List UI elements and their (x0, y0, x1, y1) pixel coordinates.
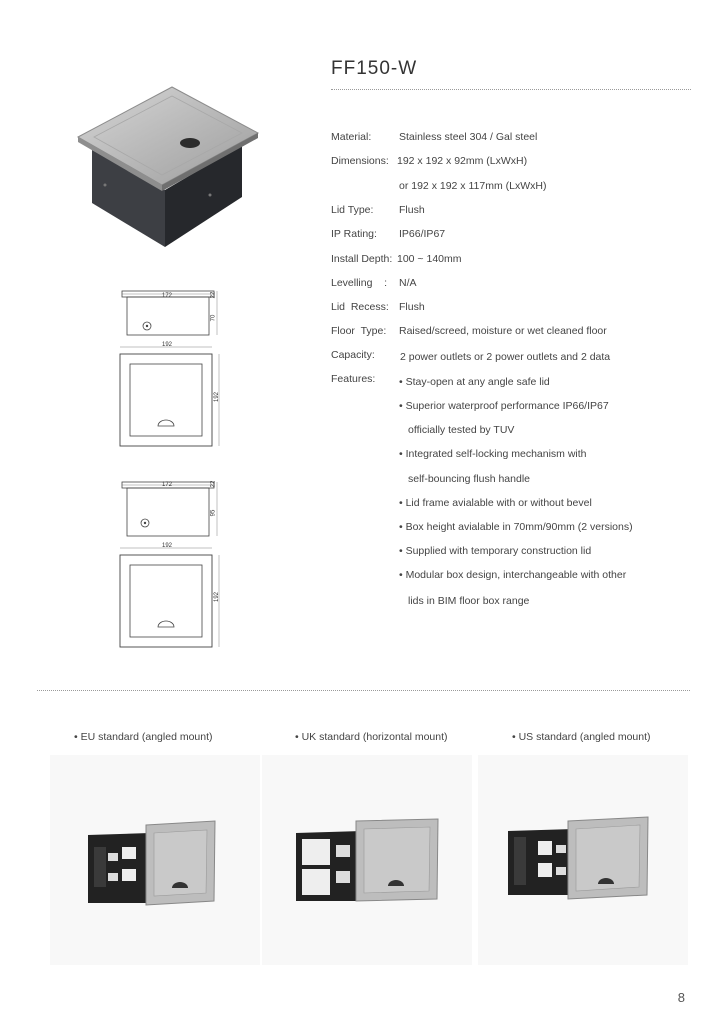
variant-caption-us: • US standard (angled mount) (512, 731, 651, 743)
spec-label-dimensions: Dimensions: (331, 155, 389, 167)
spec-label-install-depth: Install Depth: (331, 253, 393, 265)
top2-height-label: 192 (214, 591, 221, 603)
variant-caption-uk: • UK standard (horizontal mount) (295, 731, 448, 743)
spec-label-levelling: Levelling : (331, 277, 388, 289)
spec-value-install-depth: 100 ~ 140mm (397, 253, 462, 265)
section-divider (37, 690, 690, 691)
spec-value-dimensions: 192 x 192 x 92mm (LxWxH) (397, 155, 528, 167)
spec-label-features: Features: (331, 373, 376, 385)
side2-h2-label: 95 (210, 509, 217, 517)
feature-item: officially tested by TUV (408, 424, 515, 436)
feature-item: self-bouncing flush handle (408, 473, 531, 485)
spec-label-lid-type: Lid Type: (331, 204, 374, 216)
spec-value-ip-rating: IP66/IP67 (399, 228, 446, 240)
side2-h1-label: 22 (210, 480, 217, 488)
spec-value-dimensions-alt: or 192 x 192 x 117mm (LxWxH) (399, 180, 547, 192)
page-number: 8 (677, 990, 685, 1005)
variant-photo-uk (262, 755, 472, 965)
side1-width-label: 172 (162, 293, 173, 299)
spec-label-floor-type: Floor Type: (331, 325, 387, 337)
feature-item: • Integrated self-locking mechanism with (399, 448, 587, 460)
variant-photo-us (478, 755, 688, 965)
spec-value-lid-type: Flush (399, 204, 425, 216)
side1-h2-label: 70 (210, 314, 217, 322)
top2-width-label: 192 (162, 543, 173, 549)
spec-value-material: Stainless steel 304 / Gal steel (399, 131, 538, 143)
feature-item: • Lid frame avialable with or without bevel (399, 497, 592, 509)
top1-width-label: 192 (162, 342, 173, 348)
top-drawing-2 (115, 543, 227, 651)
spec-value-levelling: N/A (399, 277, 417, 289)
product-title: FF150-W (331, 58, 418, 79)
spec-label-ip-rating: IP Rating: (331, 228, 377, 240)
spec-label-material: Material: (331, 131, 372, 143)
spec-value-lid-recess: Flush (399, 301, 425, 313)
feature-item: • Stay-open at any angle safe lid (399, 376, 550, 388)
feature-item: • Superior waterproof performance IP66/IP67 (399, 400, 609, 412)
feature-item: lids in BIM floor box range (408, 595, 530, 607)
spec-value-floor-type: Raised/screed, moisture or wet cleaned floor (399, 325, 607, 337)
spec-value-capacity: 2 power outlets or 2 power outlets and 2 data (400, 351, 611, 363)
variant-caption-eu: • EU standard (angled mount) (74, 731, 213, 743)
spec-label-capacity: Capacity: (331, 349, 375, 361)
product-photo (70, 85, 270, 255)
side1-h1-label: 22 (210, 291, 217, 299)
top-drawing-1 (115, 342, 227, 450)
feature-item: • Box height avialable in 70mm/90mm (2 versions) (399, 521, 633, 533)
spec-label-lid-recess: Lid Recess: (331, 301, 389, 313)
top1-height-label: 192 (214, 391, 221, 403)
side2-width-label: 172 (162, 482, 173, 488)
variant-photo-eu (50, 755, 260, 965)
feature-item: • Supplied with temporary construction lid (399, 545, 592, 557)
feature-item: • Modular box design, interchangeable with other (399, 569, 627, 581)
title-divider (331, 89, 691, 90)
